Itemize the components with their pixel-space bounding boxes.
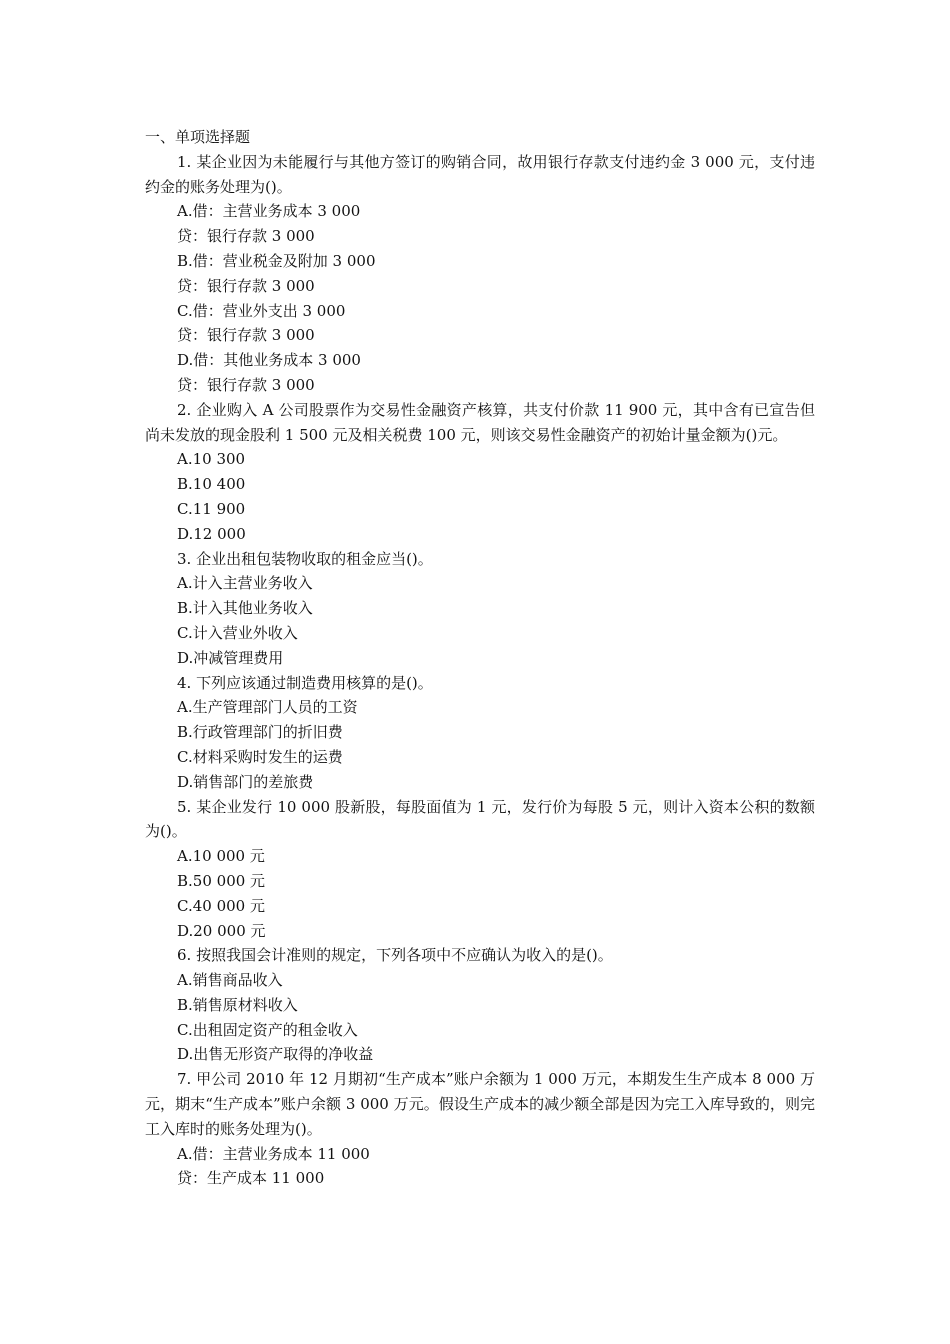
question-6: 6. 按照我国会计准则的规定，下列各项中不应确认为收入的是()。 bbox=[177, 946, 613, 965]
option-line: D.出售无形资产取得的净收益 bbox=[177, 1045, 374, 1064]
option-line: B.计入其他业务收入 bbox=[177, 599, 313, 618]
option-line: C.材料采购时发生的运费 bbox=[177, 747, 343, 766]
option-line: D.冲减管理费用 bbox=[177, 648, 284, 667]
option-line: C.11 900 bbox=[177, 499, 246, 518]
option-line: D.12 000 bbox=[177, 524, 246, 543]
option-line: A.10 000 元 bbox=[177, 847, 265, 866]
option-line: A.生产管理部门人员的工资 bbox=[177, 698, 358, 717]
option-line: B.行政管理部门的折旧费 bbox=[177, 723, 343, 742]
option-line: A.借：主营业务成本 3 000 bbox=[177, 202, 361, 221]
option-line: 贷：银行存款 3 000 bbox=[177, 276, 315, 295]
section-title: 一、单项选择题 bbox=[145, 128, 251, 146]
option-line: A.计入主营业务收入 bbox=[177, 574, 313, 593]
option-line: B.50 000 元 bbox=[177, 871, 266, 890]
option-line: B.销售原材料收入 bbox=[177, 995, 298, 1014]
option-line: A.销售商品收入 bbox=[177, 971, 283, 990]
option-line: D.20 000 元 bbox=[177, 921, 266, 940]
question-5: 5. 某企业发行 10 000 股新股，每股面值为 1 元，发行价为每股 5 元，则计入资本公积的数额为()。 bbox=[145, 797, 815, 841]
option-line: C.40 000 元 bbox=[177, 896, 265, 915]
document-page bbox=[145, 125, 815, 1191]
option-line: 贷：生产成本 11 000 bbox=[177, 1169, 325, 1188]
question-2: 2. 企业购入 A 公司股票作为交易性金融资产核算，共支付价款 11 900 元，其中含有已宣告但尚未发放的现金股利 1 500 元及相关税费 100 元，则该交易性金融资产的初始计量金额为()元。 bbox=[145, 400, 815, 444]
question-3: 3. 企业出租包装物收取的租金应当()。 bbox=[177, 549, 433, 568]
option-line: C.借：营业外支出 3 000 bbox=[177, 301, 346, 320]
option-line: 贷：银行存款 3 000 bbox=[177, 326, 315, 345]
option-line: D.借：其他业务成本 3 000 bbox=[177, 351, 361, 370]
question-7: 7. 甲公司 2010 年 12 月期初“生产成本”账户余额为 1 000 万元，本期发生生产成本 8 000 万元，期末“生产成本”账户余额 3 000 万元。假设生产成本的减少额全部是因为完工入库导致的，则完工入库时的账务处理为()。 bbox=[145, 1070, 815, 1138]
option-line: A.10 300 bbox=[177, 450, 246, 469]
option-line: D.销售部门的差旅费 bbox=[177, 772, 314, 791]
question-1: 1. 某企业因为未能履行与其他方签订的购销合同，故用银行存款支付违约金 3 000 元，支付违约金的账务处理为()。 bbox=[145, 152, 815, 196]
option-line: C.出租固定资产的租金收入 bbox=[177, 1020, 358, 1039]
option-line: 贷：银行存款 3 000 bbox=[177, 375, 315, 394]
option-line: A.借：主营业务成本 11 000 bbox=[177, 1144, 370, 1163]
option-line: C.计入营业外收入 bbox=[177, 623, 298, 642]
option-line: B.借：营业税金及附加 3 000 bbox=[177, 251, 376, 270]
question-4: 4. 下列应该通过制造费用核算的是()。 bbox=[177, 673, 433, 692]
option-line: 贷：银行存款 3 000 bbox=[177, 227, 315, 246]
option-line: B.10 400 bbox=[177, 475, 246, 494]
